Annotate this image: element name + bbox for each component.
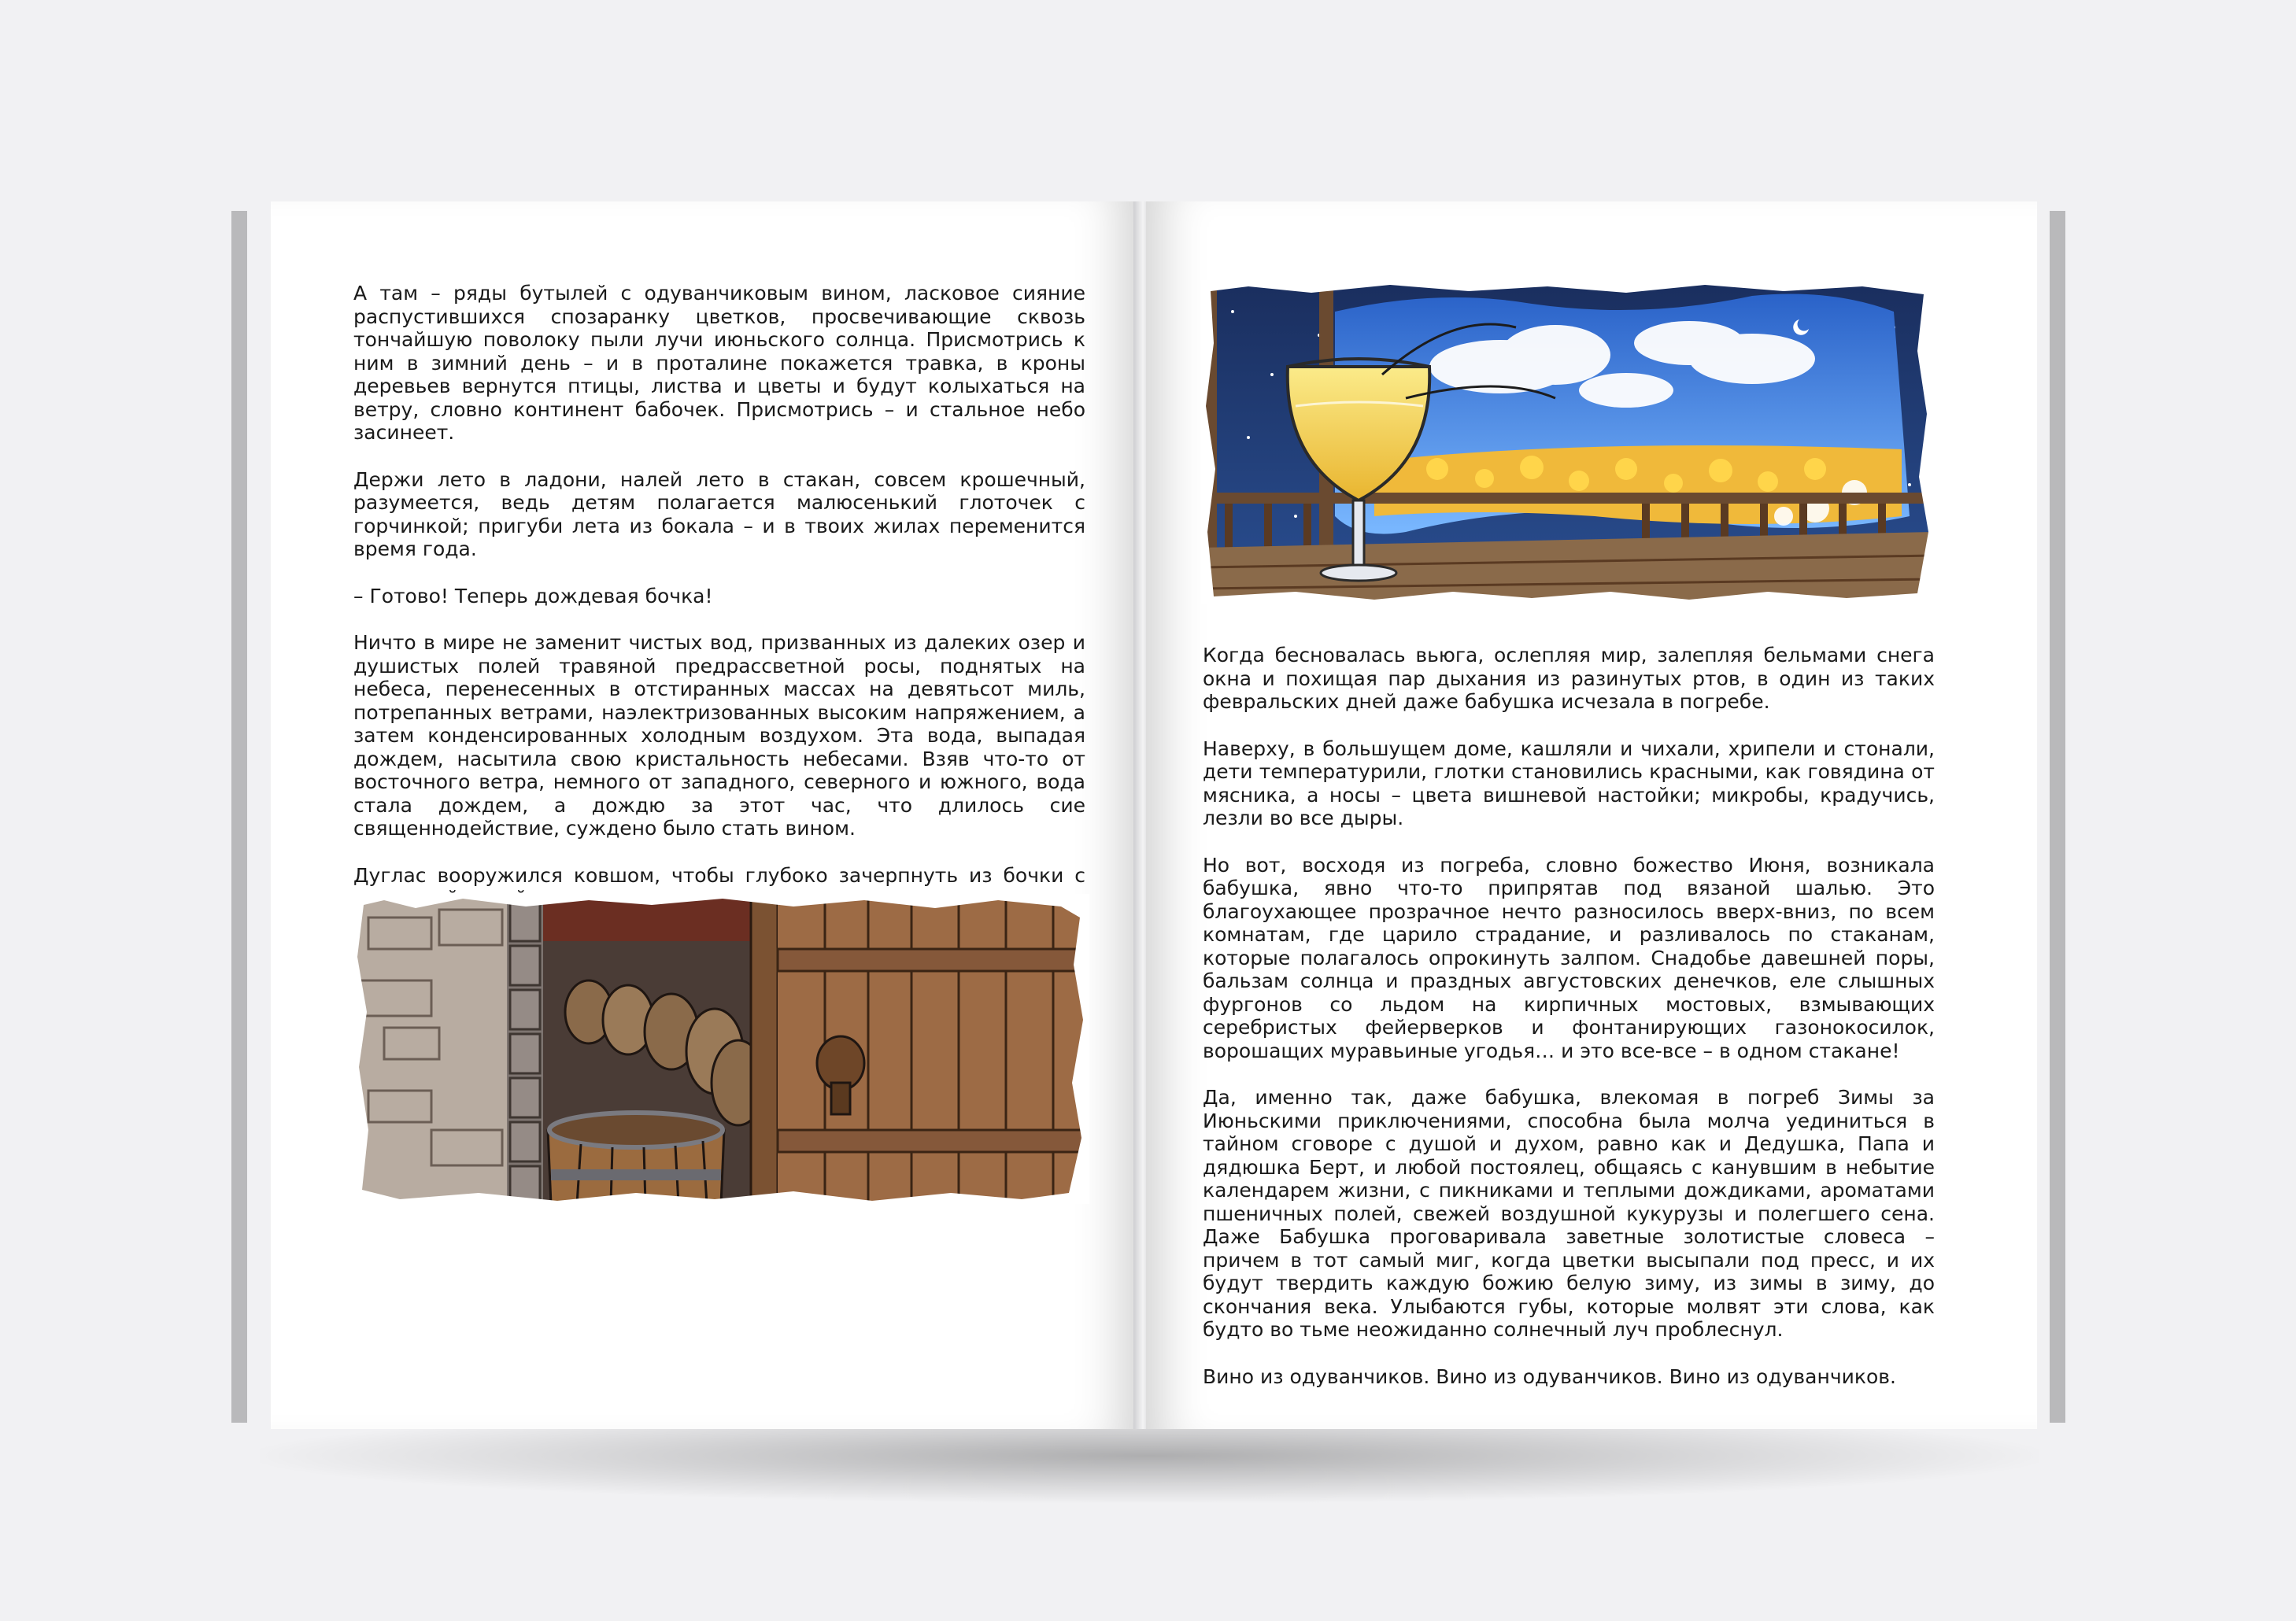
right-page-edges (2050, 211, 2065, 1423)
left-page-edges (231, 211, 247, 1423)
paragraph: – Готово! Теперь дождевая бочка! (353, 584, 713, 607)
right-page-text (1203, 644, 1935, 1412)
right-page (1146, 201, 2037, 1429)
paragraph: Да, именно так, даже бабушка, влекомая в погреб Зимы за Июньскими приключениями, способна была молча уединиться в тайном сговоре с душой и духом, равно как и Дедушка, Папа и дядюшка Берт, и любой постоялец, общаясь с канувшим в небытие календарем жизни, с пикниками и теплыми дождиками, ароматами пшеничных полей, свежей воздушной кукурузы и полегшего сена. Даже Бабушка проговаривала заветные золотистые словеса – причем в тот самый миг, когда цветки высыпали под пресс, и их будут твердить каждую божию белую зиму, из зимы в зиму, до скончания века. Улыбаются губы, которые молвят эти слова, как будто во тьме неожиданно солнечный луч проблеснул. (1203, 1086, 1935, 1341)
left-page (271, 201, 1137, 1429)
paragraph: Вино из одуванчиков. Вино из одуванчиков. Вино из одуванчиков. (1203, 1364, 1896, 1388)
paragraph: А там – ряды бутылей с одуванчиковым вином, ласковое сияние распустившихся спозаранку цветков, просвечивающие сквозь тончайшую поволоку пыли лучи июньского солнца. Присмотрись к ним в зимний день – и в проталине покажется травка, в кроны деревьев вернутся птицы, листва и цветы и будут колыхаться на ветру, словно континент бабочек. Присмотрись – и стальное небо засинеет. (353, 282, 1085, 444)
paragraph: Держи лето в ладони, налей лето в стакан, совсем крошечный, разумеется, ведь детям полагается малюсенький глоточек с горчинкой; пригуби лета из бокала – и в твоих жилах переменится время года. (353, 467, 1085, 560)
cellar-illustration (353, 894, 1089, 1204)
paragraph: Когда бесновалась вьюга, ослепляя мир, залепляя бельмами снега окна и похищая пар дыхания из разинутых ртов, в один из таких февральских дней даже бабушка исчезала в погребе. (1203, 644, 1935, 713)
left-page-text (353, 282, 1085, 934)
paragraph: Дуглас вооружился ковшом, чтобы глубоко зачерпнуть из бочки с (353, 863, 1085, 887)
paragraph: Ничто в мире не заменит чистых вод, призванных из далеких озер и душистых полей травяной предрассветной росы, поднятых на небеса, перенесенных в отстиранных массах на девятьсот миль, потрепанных ветрами, наэлектризованных высоким напряжением, а затем конденсированных холодным воздухом. Эта вода, выпадая дождем, насытила свою кристальность небесами. Взяв что-то от восточного ветра, немного от западного, северного и южного, вода стала дождем, а дождю за этот час, что длилось сие священнодействие, суждено было стать вином. (353, 631, 1085, 840)
paragraph: Но вот, восходя из погреба, словно божество Июня, возникала бабушка, явно что-то припрятав под вязаной шалью. Это благоухающее прозрачное нечто разносилось вверх-вниз, по всем комнатам, где царило страдание, и разливалось по стаканам, которые полагалось опрокинуть залпом. Снадобье давешней поры, бальзам солнца и праздных августовских денечков, еле слышных фургонов со льдом на кирпичных мостовых, взмывающих серебристых фейерверков и фонтанирующих газонокосилок, ворошащих муравьиные угодья… и это все-все – в одном стакане! (1203, 853, 1935, 1062)
wine-glass-illustration (1201, 280, 1933, 604)
paragraph: Наверху, в большущем доме, кашляли и чихали, хрипели и стонали, дети температурили, глотки становились красными, как говядина от мясника, а носы – цвета вишневой настойки; микробы, крадучись, лезли во все дыры. (1203, 737, 1935, 829)
